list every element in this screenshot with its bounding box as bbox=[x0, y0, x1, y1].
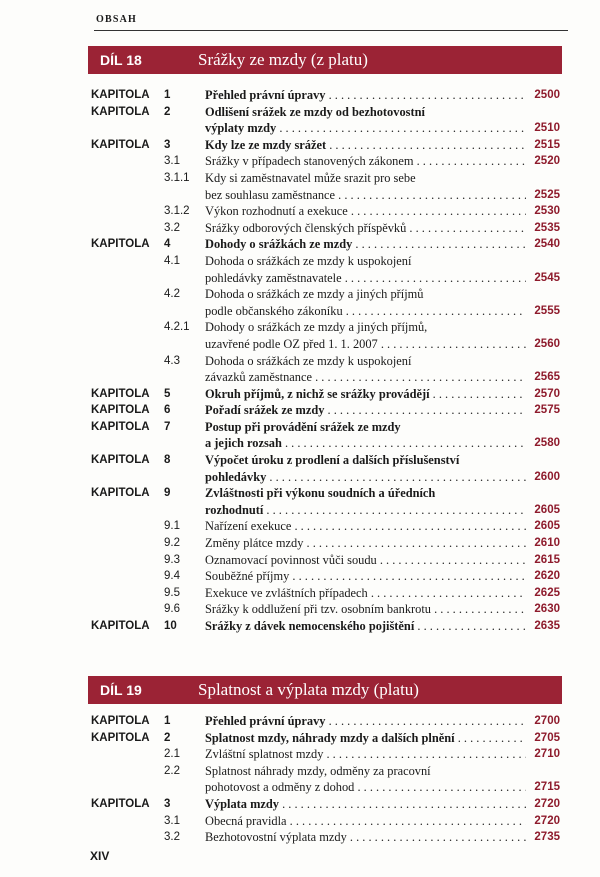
entry-number: 6 bbox=[164, 404, 171, 417]
chapter-label: KAPITOLA bbox=[91, 238, 150, 251]
entry-number: 3.2 bbox=[164, 221, 180, 234]
page-number: 2615 bbox=[534, 553, 560, 566]
page-number: 2545 bbox=[534, 271, 560, 284]
page-number: 2570 bbox=[534, 387, 560, 400]
entry-number: 10 bbox=[164, 620, 177, 632]
toc-chapter-line bbox=[0, 120, 600, 137]
entry-number: 1 bbox=[164, 715, 171, 727]
toc-subsection-line bbox=[0, 601, 600, 618]
entry-number: 3 bbox=[164, 797, 171, 810]
entry-title: Výkon rozhodnutí a exekuce . . . bbox=[205, 203, 526, 220]
page-number: 2715 bbox=[534, 781, 560, 794]
entry-title: Oznamovací povinnost vůči soudu . . . bbox=[205, 552, 526, 569]
entry-number: 1 bbox=[164, 89, 171, 101]
toc-chapter-line bbox=[0, 137, 600, 154]
chapter-label: KAPITOLA bbox=[91, 420, 150, 433]
entry-number: 7 bbox=[164, 420, 171, 433]
entry-number: 4.3 bbox=[164, 354, 180, 367]
chapter-label: KAPITOLA bbox=[91, 404, 150, 417]
entry-number: 3.1 bbox=[164, 155, 180, 168]
entry-title: bez souhlasu zaměstnance . . . bbox=[205, 187, 526, 204]
chapter-label: KAPITOLA bbox=[91, 138, 150, 151]
toc-subsection-line bbox=[0, 518, 600, 535]
toc-subsection-line bbox=[0, 552, 600, 569]
entry-number: 3.1.2 bbox=[164, 205, 190, 218]
entry-title: Přehled právní úpravy . . . bbox=[205, 713, 526, 730]
toc-chapter-line bbox=[0, 87, 600, 104]
page-folio: XIV bbox=[90, 849, 110, 863]
page-number: 2620 bbox=[534, 570, 560, 583]
toc-subsection-line bbox=[0, 535, 600, 552]
page-number: 2605 bbox=[534, 520, 560, 533]
entry-number: 9.4 bbox=[164, 570, 180, 583]
toc-subsection-line bbox=[0, 813, 600, 830]
entry-title: uzavřené podle OZ před 1. 1. 2007 . . . bbox=[205, 336, 526, 353]
chapter-label: KAPITOLA bbox=[91, 715, 150, 727]
toc-subsection-line bbox=[0, 763, 600, 780]
chapter-label: KAPITOLA bbox=[91, 89, 150, 101]
toc-subsection-line bbox=[0, 153, 600, 170]
entry-title: podle občanského zákoníku . . . bbox=[205, 303, 526, 320]
entry-title: Výpočet úroku z prodlení a dalších příslušenství bbox=[205, 453, 460, 468]
part-18-banner bbox=[88, 46, 562, 74]
entry-number: 4.2.1 bbox=[164, 321, 190, 334]
toc-subsection-line bbox=[0, 253, 600, 270]
toc-subsection-line bbox=[0, 369, 600, 386]
entry-number: 3.1 bbox=[164, 814, 180, 827]
toc-chapter-line bbox=[0, 419, 600, 436]
entry-title: Změny plátce mzdy . . . bbox=[205, 535, 526, 552]
part-19-toc bbox=[0, 713, 600, 846]
page-number: 2705 bbox=[534, 731, 560, 744]
page-number: 2575 bbox=[534, 404, 560, 417]
entry-title: Zvláštní splatnost mzdy . . . bbox=[205, 746, 526, 763]
chapter-label: KAPITOLA bbox=[91, 454, 150, 467]
toc-subsection-line bbox=[0, 170, 600, 187]
entry-title: výplaty mzdy . . . bbox=[205, 120, 526, 137]
entry-number: 2 bbox=[164, 731, 171, 744]
chapter-label: KAPITOLA bbox=[91, 731, 150, 744]
entry-title: Zvláštnosti při výkonu soudních a úředních bbox=[205, 486, 436, 501]
toc-chapter-line bbox=[0, 104, 600, 121]
page-number: 2610 bbox=[534, 537, 560, 550]
entry-number: 5 bbox=[164, 387, 171, 400]
toc-subsection-line bbox=[0, 270, 600, 287]
chapter-label: KAPITOLA bbox=[91, 620, 150, 632]
toc-subsection-line bbox=[0, 829, 600, 846]
entry-number: 4 bbox=[164, 238, 171, 251]
toc-subsection-line bbox=[0, 203, 600, 220]
page-number: 2630 bbox=[534, 603, 560, 616]
entry-number: 8 bbox=[164, 454, 171, 467]
entry-title: Splatnost náhrady mzdy, odměny za pracovní bbox=[205, 763, 431, 778]
entry-number: 9.5 bbox=[164, 586, 180, 599]
page-number: 2580 bbox=[534, 437, 560, 450]
head-rule bbox=[94, 30, 568, 31]
entry-number: 9 bbox=[164, 487, 171, 500]
entry-title: závazků zaměstnance . . . bbox=[205, 369, 526, 386]
entry-title: Odlišení srážek ze mzdy od bezhotovostní bbox=[205, 104, 425, 119]
part-19-banner bbox=[88, 676, 562, 704]
part-18-toc bbox=[0, 87, 600, 635]
page-number: 2565 bbox=[534, 371, 560, 384]
entry-title: Exekuce ve zvláštních případech . . . bbox=[205, 585, 526, 602]
toc-chapter-line bbox=[0, 435, 600, 452]
entry-number: 9.3 bbox=[164, 553, 180, 566]
entry-title: Dohoda o srážkách ze mzdy k uspokojení bbox=[205, 253, 412, 268]
toc-chapter-line bbox=[0, 618, 600, 635]
entry-title: pohledávky . . . bbox=[205, 469, 526, 486]
entry-number: 2 bbox=[164, 105, 171, 118]
page-number: 2605 bbox=[534, 503, 560, 516]
toc-chapter-line bbox=[0, 386, 600, 403]
chapter-label: KAPITOLA bbox=[91, 487, 150, 500]
page-number: 2625 bbox=[534, 586, 560, 599]
toc-subsection-line bbox=[0, 336, 600, 353]
toc-chapter-line bbox=[0, 452, 600, 469]
toc-chapter-line bbox=[0, 402, 600, 419]
chapter-label: KAPITOLA bbox=[91, 387, 150, 400]
entry-title: Souběžné příjmy . . . bbox=[205, 568, 526, 585]
page-number: 2510 bbox=[534, 122, 560, 135]
entry-number: 2.1 bbox=[164, 748, 180, 761]
toc-chapter-line bbox=[0, 485, 600, 502]
entry-title: Okruh příjmů, z nichž se srážky provádějí . . . bbox=[205, 386, 526, 403]
part-title: Srážky ze mzdy (z platu) bbox=[198, 50, 368, 69]
entry-title: Srážky v případech stanovených zákonem . . . bbox=[205, 153, 526, 170]
entry-number: 4.2 bbox=[164, 288, 180, 301]
toc-subsection-line bbox=[0, 220, 600, 237]
toc-chapter-line bbox=[0, 796, 600, 813]
toc-subsection-line bbox=[0, 319, 600, 336]
entry-title: Dohody o srážkách ze mzdy . . . bbox=[205, 236, 526, 253]
page-number: 2700 bbox=[534, 715, 560, 727]
page-number: 2560 bbox=[534, 337, 560, 350]
entry-title: Přehled právní úpravy . . . bbox=[205, 87, 526, 104]
part-label: DÍL 19 bbox=[100, 682, 142, 698]
toc-chapter-line bbox=[0, 236, 600, 253]
toc-subsection-line bbox=[0, 187, 600, 204]
page-number: 2515 bbox=[534, 138, 560, 151]
entry-number: 9.1 bbox=[164, 520, 180, 533]
page-number: 2540 bbox=[534, 238, 560, 251]
entry-title: Výplata mzdy . . . bbox=[205, 796, 526, 813]
page-number: 2735 bbox=[534, 831, 560, 844]
entry-title: Dohoda o srážkách ze mzdy a jiných příjmů bbox=[205, 287, 424, 302]
entry-title: a jejich rozsah . . . bbox=[205, 435, 526, 452]
entry-title: Splatnost mzdy, náhrady mzdy a dalších plnění . . . bbox=[205, 730, 526, 747]
page-number: 2720 bbox=[534, 814, 560, 827]
page-number: 2635 bbox=[534, 620, 560, 632]
entry-title: Postup při provádění srážek ze mzdy bbox=[205, 419, 401, 434]
toc-subsection-line bbox=[0, 303, 600, 320]
entry-number: 3.1.1 bbox=[164, 171, 190, 184]
entry-title: Srážky odborových členských příspěvků . . . bbox=[205, 220, 526, 237]
page-number: 2555 bbox=[534, 304, 560, 317]
page-number: 2525 bbox=[534, 188, 560, 201]
chapter-label: KAPITOLA bbox=[91, 797, 150, 810]
page-number: 2710 bbox=[534, 748, 560, 761]
toc-chapter-line bbox=[0, 469, 600, 486]
toc-chapter-line bbox=[0, 502, 600, 519]
toc-chapter-line bbox=[0, 713, 600, 730]
entry-title: Pořadí srážek ze mzdy . . . bbox=[205, 402, 526, 419]
toc-subsection-line bbox=[0, 779, 600, 796]
entry-number: 9.6 bbox=[164, 603, 180, 616]
toc-subsection-line bbox=[0, 286, 600, 303]
entry-title: Nařízení exekuce . . . bbox=[205, 518, 526, 535]
entry-title: Kdy si zaměstnavatel může srazit pro sebe bbox=[205, 170, 416, 185]
toc-subsection-line bbox=[0, 353, 600, 370]
entry-title: Kdy lze ze mzdy srážet . . . bbox=[205, 137, 526, 154]
toc-subsection-line bbox=[0, 746, 600, 763]
entry-title: pohotovost a odměny z dohod . . . bbox=[205, 779, 526, 796]
page-number: 2530 bbox=[534, 205, 560, 218]
page-number: 2500 bbox=[534, 89, 560, 101]
page-number: 2535 bbox=[534, 221, 560, 234]
page-number: 2520 bbox=[534, 155, 560, 168]
entry-number: 3 bbox=[164, 138, 171, 151]
entry-number: 3.2 bbox=[164, 831, 180, 844]
entry-number: 9.2 bbox=[164, 537, 180, 550]
toc-subsection-line bbox=[0, 568, 600, 585]
page-number: 2600 bbox=[534, 470, 560, 483]
entry-title: Obecná pravidla . . . bbox=[205, 813, 526, 830]
entry-title: Bezhotovostní výplata mzdy . . . bbox=[205, 829, 526, 846]
page-number: 2720 bbox=[534, 797, 560, 810]
entry-title: Srážky z dávek nemocenského pojištění . . . bbox=[205, 618, 526, 635]
toc-subsection-line bbox=[0, 585, 600, 602]
part-label: DÍL 18 bbox=[100, 52, 142, 68]
entry-title: Dohoda o srážkách ze mzdy k uspokojení bbox=[205, 353, 412, 368]
entry-title: Srážky k oddlužení při tzv. osobním bankrotu . . . bbox=[205, 601, 526, 618]
running-head: OBSAH bbox=[96, 14, 138, 25]
entry-title: Dohody o srážkách ze mzdy a jiných příjmů, bbox=[205, 320, 428, 335]
toc-chapter-line bbox=[0, 730, 600, 747]
entry-title: pohledávky zaměstnavatele . . . bbox=[205, 270, 526, 287]
entry-number: 2.2 bbox=[164, 764, 180, 777]
entry-number: 4.1 bbox=[164, 254, 180, 267]
entry-title: rozhodnutí . . . bbox=[205, 502, 526, 519]
part-title: Splatnost a výplata mzdy (platu) bbox=[198, 680, 419, 699]
chapter-label: KAPITOLA bbox=[91, 105, 150, 118]
